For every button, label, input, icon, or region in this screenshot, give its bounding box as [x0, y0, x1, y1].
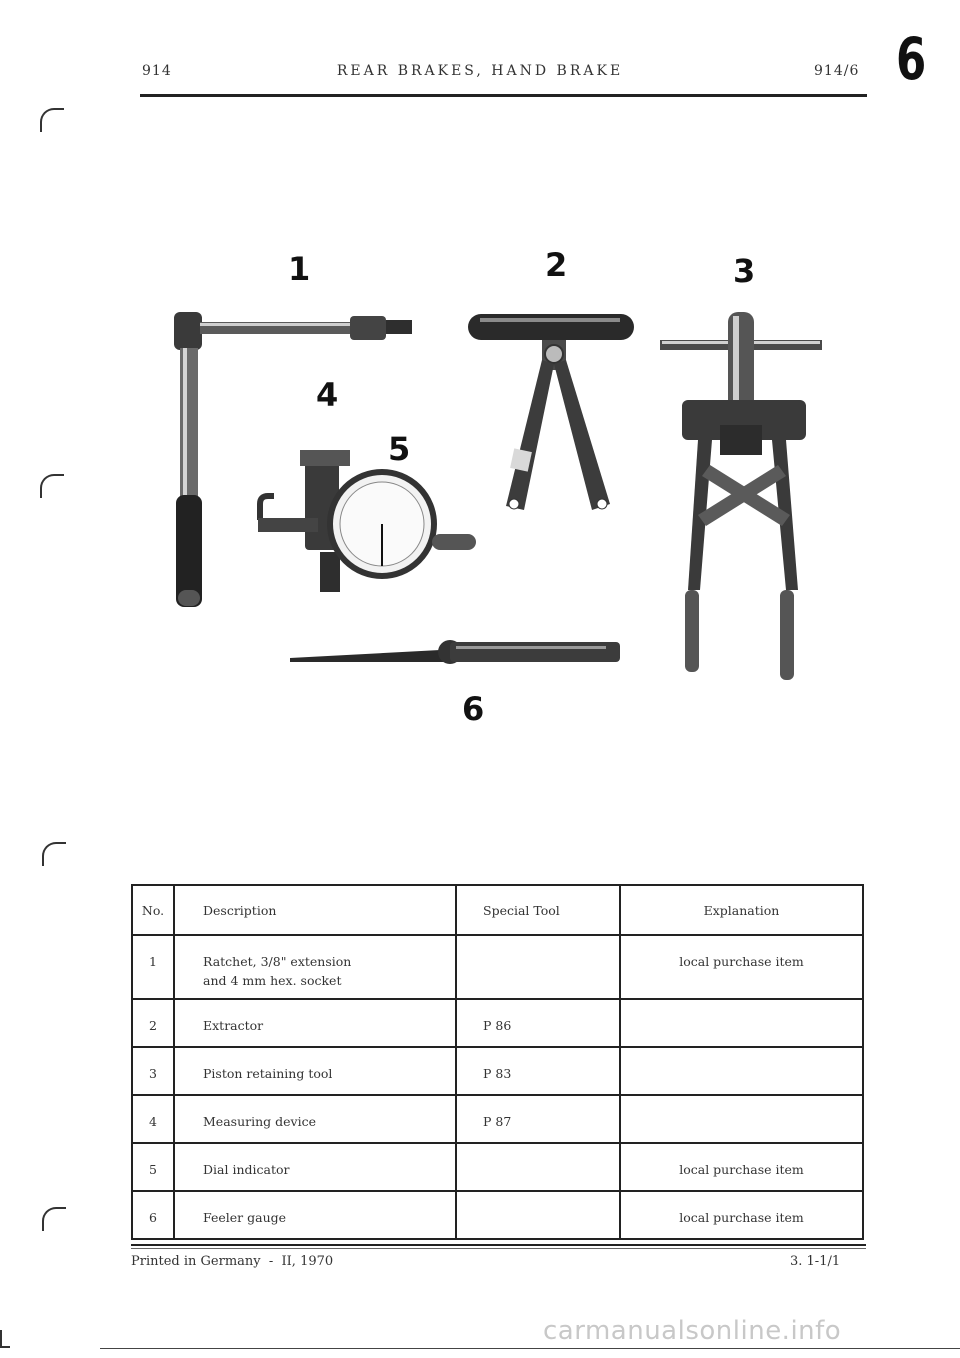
row-no: 4 — [149, 1114, 157, 1129]
row-description: Dial indicator — [203, 1162, 290, 1177]
row-special-tool — [483, 1192, 619, 1208]
special-tools-table — [131, 884, 864, 1240]
header-explanation: Explanation — [620, 885, 863, 935]
row-no: 6 — [149, 1210, 157, 1225]
figure-label-4: 4 — [316, 376, 339, 414]
measuring-device-illustration — [258, 450, 476, 592]
figure-label-5: 5 — [388, 430, 411, 468]
extractor-illustration — [468, 314, 634, 510]
header-description: Description — [174, 885, 456, 935]
section-number: 6 — [896, 25, 927, 93]
table-row — [132, 935, 863, 999]
header-page-ref: 914/6 — [814, 63, 860, 79]
table-header-row — [132, 885, 863, 935]
row-special-tool: P 83 — [483, 1066, 512, 1081]
row-no: 3 — [149, 1066, 157, 1081]
table-row — [132, 1047, 863, 1095]
row-description: Extractor — [203, 1018, 264, 1033]
bottom-rule — [100, 1348, 960, 1349]
row-description: Ratchet, 3/8" extension — [203, 954, 352, 969]
table-row — [132, 999, 863, 1047]
figure-label-2: 2 — [545, 246, 568, 284]
corner-mark — [0, 1330, 10, 1348]
row-description-cont: and 4 mm hex. socket — [203, 973, 342, 988]
row-explanation — [621, 1096, 862, 1112]
row-description: Measuring device — [203, 1114, 316, 1129]
table-row — [132, 1095, 863, 1143]
row-special-tool: P 86 — [483, 1018, 512, 1033]
footer-rule-thin — [131, 1248, 866, 1249]
margin-mark — [42, 1207, 66, 1231]
watermark-text: carmanualsonline.info — [543, 1316, 842, 1346]
row-explanation — [621, 1048, 862, 1064]
row-explanation — [621, 1000, 862, 1016]
tools-photo — [150, 290, 850, 690]
row-no: 2 — [149, 1018, 157, 1033]
footer-page-number: 3. 1-1/1 — [790, 1254, 841, 1269]
margin-mark — [42, 842, 66, 866]
row-no: 5 — [149, 1162, 157, 1177]
figure-label-3: 3 — [733, 252, 756, 290]
piston-retaining-tool-illustration — [660, 312, 822, 680]
header-no: No. — [132, 885, 174, 935]
header-special-tool: Special Tool — [456, 885, 620, 935]
row-special-tool — [483, 1144, 619, 1160]
table-row — [132, 1191, 863, 1239]
row-special-tool: P 87 — [483, 1114, 512, 1129]
footer-print-info: Printed in Germany - II, 1970 — [131, 1254, 334, 1269]
margin-mark — [40, 474, 64, 498]
row-explanation: local purchase item — [679, 1210, 804, 1225]
header-rule — [140, 94, 867, 97]
row-description: Piston retaining tool — [203, 1066, 333, 1081]
header-model: 914 — [142, 63, 172, 79]
row-explanation: local purchase item — [679, 1162, 804, 1177]
page-title: REAR BRAKES, HAND BRAKE — [336, 63, 624, 79]
figure-label-1: 1 — [288, 250, 311, 288]
table-row — [132, 1143, 863, 1191]
row-description: Feeler gauge — [203, 1210, 287, 1225]
row-no: 1 — [149, 954, 157, 969]
row-explanation: local purchase item — [679, 954, 804, 969]
row-special-tool — [483, 936, 619, 952]
margin-mark — [40, 108, 64, 132]
figure-label-6: 6 — [462, 690, 485, 728]
footer-rule — [131, 1244, 866, 1246]
feeler-gauge-illustration — [290, 640, 620, 664]
